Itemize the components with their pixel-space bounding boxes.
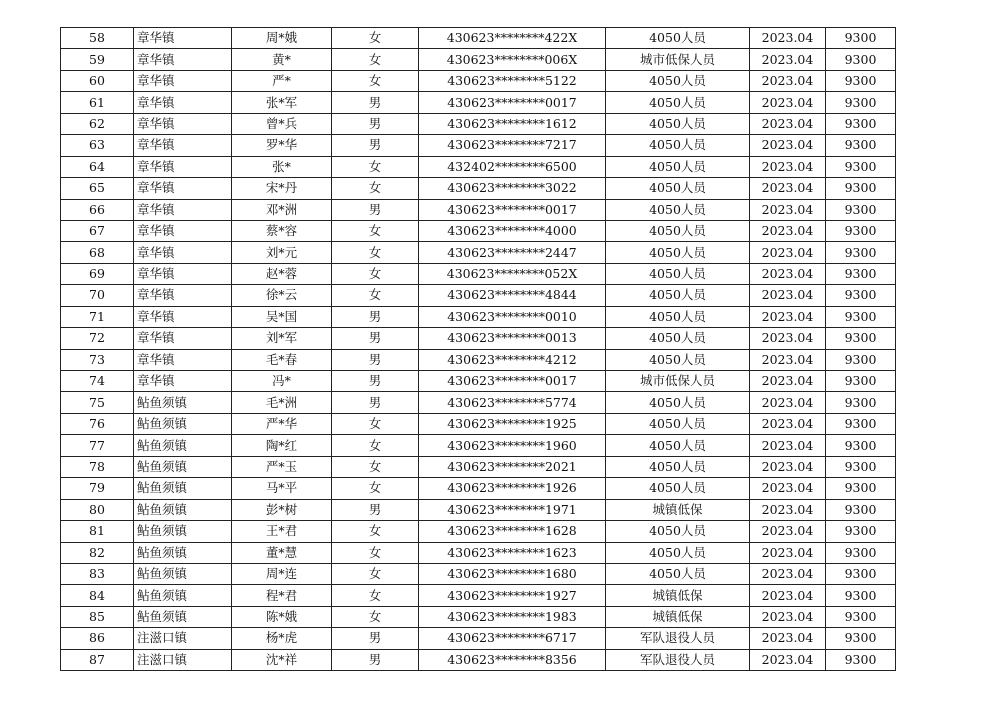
- cell-id-number: 430623********5122: [419, 70, 606, 91]
- cell-person-name: 严*华: [232, 413, 332, 434]
- cell-serial-number: 63: [61, 135, 134, 156]
- cell-date: 2023.04: [750, 285, 826, 306]
- cell-date: 2023.04: [750, 542, 826, 563]
- cell-gender: 女: [332, 542, 419, 563]
- table-row: [61, 521, 896, 542]
- cell-serial-number: 71: [61, 306, 134, 327]
- cell-id-number: 430623********1983: [419, 606, 606, 627]
- cell-person-name: 毛*春: [232, 349, 332, 370]
- cell-personnel-category: 城市低保人员: [606, 49, 750, 70]
- cell-person-name: 宋*丹: [232, 178, 332, 199]
- cell-gender: 女: [332, 478, 419, 499]
- cell-person-name: 曾*兵: [232, 113, 332, 134]
- table-row: [61, 628, 896, 649]
- cell-gender: 男: [332, 392, 419, 413]
- cell-person-name: 彭*树: [232, 499, 332, 520]
- cell-person-name: 杨*虎: [232, 628, 332, 649]
- cell-town: 鲇鱼须镇: [134, 392, 232, 413]
- table-row: [61, 563, 896, 584]
- cell-id-number: 430623********1960: [419, 435, 606, 456]
- cell-date: 2023.04: [750, 585, 826, 606]
- cell-id-number: 430623********0017: [419, 371, 606, 392]
- table-row: [61, 349, 896, 370]
- table-row: [61, 49, 896, 70]
- cell-id-number: 430623********0013: [419, 328, 606, 349]
- cell-id-number: 430623********2021: [419, 456, 606, 477]
- cell-amount: 9300: [826, 242, 896, 263]
- cell-amount: 9300: [826, 628, 896, 649]
- cell-town: 章华镇: [134, 113, 232, 134]
- cell-id-number: 430623********1628: [419, 521, 606, 542]
- cell-town: 章华镇: [134, 306, 232, 327]
- cell-person-name: 刘*元: [232, 242, 332, 263]
- cell-personnel-category: 4050人员: [606, 156, 750, 177]
- cell-date: 2023.04: [750, 263, 826, 284]
- cell-personnel-category: 城镇低保: [606, 585, 750, 606]
- cell-date: 2023.04: [750, 628, 826, 649]
- cell-person-name: 沈*祥: [232, 649, 332, 670]
- cell-gender: 女: [332, 156, 419, 177]
- cell-gender: 男: [332, 499, 419, 520]
- cell-serial-number: 84: [61, 585, 134, 606]
- cell-person-name: 罗*华: [232, 135, 332, 156]
- cell-personnel-category: 4050人员: [606, 92, 750, 113]
- cell-town: 鲇鱼须镇: [134, 606, 232, 627]
- cell-amount: 9300: [826, 178, 896, 199]
- cell-serial-number: 83: [61, 563, 134, 584]
- cell-id-number: 430623********1926: [419, 478, 606, 499]
- cell-town: 章华镇: [134, 28, 232, 49]
- table-row: [61, 199, 896, 220]
- table-row: [61, 306, 896, 327]
- cell-id-number: 430623********1971: [419, 499, 606, 520]
- cell-serial-number: 74: [61, 371, 134, 392]
- cell-serial-number: 78: [61, 456, 134, 477]
- cell-town: 章华镇: [134, 70, 232, 91]
- cell-serial-number: 65: [61, 178, 134, 199]
- cell-serial-number: 85: [61, 606, 134, 627]
- cell-gender: 男: [332, 135, 419, 156]
- cell-person-name: 董*慧: [232, 542, 332, 563]
- cell-gender: 男: [332, 649, 419, 670]
- cell-personnel-category: 4050人员: [606, 435, 750, 456]
- cell-date: 2023.04: [750, 606, 826, 627]
- cell-personnel-category: 4050人员: [606, 392, 750, 413]
- cell-gender: 男: [332, 628, 419, 649]
- cell-person-name: 周*连: [232, 563, 332, 584]
- cell-gender: 女: [332, 585, 419, 606]
- cell-date: 2023.04: [750, 70, 826, 91]
- cell-date: 2023.04: [750, 563, 826, 584]
- table-row: [61, 456, 896, 477]
- cell-amount: 9300: [826, 70, 896, 91]
- cell-town: 鲇鱼须镇: [134, 435, 232, 456]
- cell-personnel-category: 4050人员: [606, 70, 750, 91]
- cell-person-name: 邓*洲: [232, 199, 332, 220]
- cell-personnel-category: 4050人员: [606, 521, 750, 542]
- cell-town: 鲇鱼须镇: [134, 478, 232, 499]
- cell-amount: 9300: [826, 521, 896, 542]
- cell-personnel-category: 4050人员: [606, 413, 750, 434]
- cell-date: 2023.04: [750, 499, 826, 520]
- cell-id-number: 430623********1623: [419, 542, 606, 563]
- cell-gender: 男: [332, 113, 419, 134]
- table-row: [61, 178, 896, 199]
- cell-town: 章华镇: [134, 178, 232, 199]
- cell-date: 2023.04: [750, 478, 826, 499]
- cell-id-number: 430623********006X: [419, 49, 606, 70]
- cell-id-number: 430623********8356: [419, 649, 606, 670]
- cell-amount: 9300: [826, 263, 896, 284]
- table-row: [61, 28, 896, 49]
- cell-date: 2023.04: [750, 199, 826, 220]
- cell-amount: 9300: [826, 113, 896, 134]
- cell-town: 鲇鱼须镇: [134, 542, 232, 563]
- cell-personnel-category: 4050人员: [606, 349, 750, 370]
- cell-id-number: 430623********1680: [419, 563, 606, 584]
- cell-amount: 9300: [826, 156, 896, 177]
- cell-personnel-category: 4050人员: [606, 456, 750, 477]
- cell-amount: 9300: [826, 606, 896, 627]
- cell-gender: 男: [332, 371, 419, 392]
- cell-id-number: 430623********052X: [419, 263, 606, 284]
- cell-amount: 9300: [826, 49, 896, 70]
- table-row: [61, 392, 896, 413]
- cell-id-number: 430623********2447: [419, 242, 606, 263]
- cell-gender: 男: [332, 199, 419, 220]
- cell-gender: 男: [332, 328, 419, 349]
- cell-town: 鲇鱼须镇: [134, 563, 232, 584]
- cell-person-name: 刘*军: [232, 328, 332, 349]
- cell-personnel-category: 4050人员: [606, 28, 750, 49]
- cell-gender: 女: [332, 413, 419, 434]
- cell-person-name: 严*玉: [232, 456, 332, 477]
- table-row: [61, 499, 896, 520]
- table-row: [61, 92, 896, 113]
- cell-date: 2023.04: [750, 113, 826, 134]
- cell-date: 2023.04: [750, 178, 826, 199]
- cell-town: 章华镇: [134, 220, 232, 241]
- cell-person-name: 马*平: [232, 478, 332, 499]
- cell-gender: 女: [332, 563, 419, 584]
- cell-date: 2023.04: [750, 156, 826, 177]
- cell-serial-number: 81: [61, 521, 134, 542]
- cell-personnel-category: 军队退役人员: [606, 628, 750, 649]
- cell-person-name: 严*: [232, 70, 332, 91]
- cell-town: 鲇鱼须镇: [134, 413, 232, 434]
- cell-person-name: 赵*蓉: [232, 263, 332, 284]
- cell-town: 章华镇: [134, 328, 232, 349]
- cell-date: 2023.04: [750, 392, 826, 413]
- cell-town: 章华镇: [134, 263, 232, 284]
- cell-amount: 9300: [826, 478, 896, 499]
- cell-personnel-category: 4050人员: [606, 220, 750, 241]
- cell-serial-number: 62: [61, 113, 134, 134]
- cell-personnel-category: 4050人员: [606, 113, 750, 134]
- table-row: [61, 156, 896, 177]
- cell-town: 注滋口镇: [134, 649, 232, 670]
- cell-date: 2023.04: [750, 306, 826, 327]
- cell-serial-number: 60: [61, 70, 134, 91]
- cell-personnel-category: 4050人员: [606, 542, 750, 563]
- table-row: [61, 371, 896, 392]
- cell-town: 章华镇: [134, 156, 232, 177]
- cell-town: 章华镇: [134, 371, 232, 392]
- cell-person-name: 黄*: [232, 49, 332, 70]
- cell-amount: 9300: [826, 28, 896, 49]
- cell-personnel-category: 城镇低保: [606, 499, 750, 520]
- cell-gender: 女: [332, 28, 419, 49]
- cell-town: 章华镇: [134, 92, 232, 113]
- cell-id-number: 430623********4000: [419, 220, 606, 241]
- table-row: [61, 285, 896, 306]
- cell-id-number: 430623********4844: [419, 285, 606, 306]
- cell-id-number: 430623********422X: [419, 28, 606, 49]
- roster-table: [60, 27, 896, 671]
- table-row: [61, 413, 896, 434]
- cell-amount: 9300: [826, 563, 896, 584]
- cell-date: 2023.04: [750, 242, 826, 263]
- cell-town: 鲇鱼须镇: [134, 456, 232, 477]
- cell-town: 章华镇: [134, 135, 232, 156]
- cell-person-name: 张*军: [232, 92, 332, 113]
- cell-gender: 女: [332, 242, 419, 263]
- cell-gender: 女: [332, 521, 419, 542]
- table-row: [61, 113, 896, 134]
- cell-town: 鲇鱼须镇: [134, 585, 232, 606]
- cell-date: 2023.04: [750, 456, 826, 477]
- table-row: [61, 242, 896, 263]
- cell-serial-number: 73: [61, 349, 134, 370]
- cell-town: 鲇鱼须镇: [134, 521, 232, 542]
- cell-gender: 女: [332, 606, 419, 627]
- cell-town: 章华镇: [134, 242, 232, 263]
- cell-date: 2023.04: [750, 349, 826, 370]
- cell-id-number: 430623********7217: [419, 135, 606, 156]
- cell-gender: 女: [332, 456, 419, 477]
- cell-gender: 女: [332, 178, 419, 199]
- cell-date: 2023.04: [750, 92, 826, 113]
- cell-gender: 男: [332, 92, 419, 113]
- cell-serial-number: 70: [61, 285, 134, 306]
- cell-personnel-category: 城市低保人员: [606, 371, 750, 392]
- cell-date: 2023.04: [750, 649, 826, 670]
- cell-serial-number: 61: [61, 92, 134, 113]
- cell-amount: 9300: [826, 306, 896, 327]
- cell-id-number: 430623********4212: [419, 349, 606, 370]
- table-row: [61, 263, 896, 284]
- cell-id-number: 430623********0017: [419, 92, 606, 113]
- cell-date: 2023.04: [750, 220, 826, 241]
- cell-gender: 女: [332, 435, 419, 456]
- cell-serial-number: 75: [61, 392, 134, 413]
- cell-personnel-category: 4050人员: [606, 263, 750, 284]
- cell-date: 2023.04: [750, 413, 826, 434]
- cell-gender: 女: [332, 70, 419, 91]
- table-row: [61, 70, 896, 91]
- cell-amount: 9300: [826, 435, 896, 456]
- cell-serial-number: 77: [61, 435, 134, 456]
- table-row: [61, 435, 896, 456]
- cell-personnel-category: 城镇低保: [606, 606, 750, 627]
- cell-personnel-category: 4050人员: [606, 285, 750, 306]
- cell-date: 2023.04: [750, 49, 826, 70]
- cell-serial-number: 59: [61, 49, 134, 70]
- table-row: [61, 649, 896, 670]
- cell-town: 章华镇: [134, 49, 232, 70]
- cell-amount: 9300: [826, 285, 896, 306]
- cell-date: 2023.04: [750, 435, 826, 456]
- table-row: [61, 542, 896, 563]
- cell-id-number: 430623********5774: [419, 392, 606, 413]
- cell-amount: 9300: [826, 649, 896, 670]
- cell-amount: 9300: [826, 135, 896, 156]
- cell-amount: 9300: [826, 349, 896, 370]
- cell-person-name: 蔡*容: [232, 220, 332, 241]
- cell-serial-number: 72: [61, 328, 134, 349]
- cell-personnel-category: 4050人员: [606, 328, 750, 349]
- cell-gender: 男: [332, 349, 419, 370]
- table-row: [61, 478, 896, 499]
- cell-person-name: 王*君: [232, 521, 332, 542]
- cell-serial-number: 69: [61, 263, 134, 284]
- cell-serial-number: 87: [61, 649, 134, 670]
- cell-amount: 9300: [826, 199, 896, 220]
- cell-amount: 9300: [826, 499, 896, 520]
- cell-id-number: 430623********0017: [419, 199, 606, 220]
- table-row: [61, 220, 896, 241]
- cell-town: 章华镇: [134, 199, 232, 220]
- cell-personnel-category: 4050人员: [606, 242, 750, 263]
- cell-date: 2023.04: [750, 328, 826, 349]
- cell-id-number: 430623********1927: [419, 585, 606, 606]
- cell-town: 章华镇: [134, 349, 232, 370]
- cell-serial-number: 79: [61, 478, 134, 499]
- cell-id-number: 430623********1612: [419, 113, 606, 134]
- cell-amount: 9300: [826, 456, 896, 477]
- cell-gender: 女: [332, 220, 419, 241]
- cell-amount: 9300: [826, 542, 896, 563]
- cell-person-name: 吴*国: [232, 306, 332, 327]
- table-row: [61, 135, 896, 156]
- cell-personnel-category: 4050人员: [606, 199, 750, 220]
- cell-personnel-category: 4050人员: [606, 478, 750, 499]
- cell-date: 2023.04: [750, 28, 826, 49]
- cell-date: 2023.04: [750, 521, 826, 542]
- cell-amount: 9300: [826, 371, 896, 392]
- cell-person-name: 徐*云: [232, 285, 332, 306]
- cell-serial-number: 82: [61, 542, 134, 563]
- table-row: [61, 606, 896, 627]
- cell-personnel-category: 4050人员: [606, 306, 750, 327]
- cell-person-name: 毛*洲: [232, 392, 332, 413]
- cell-id-number: 430623********1925: [419, 413, 606, 434]
- cell-amount: 9300: [826, 413, 896, 434]
- cell-amount: 9300: [826, 220, 896, 241]
- cell-serial-number: 67: [61, 220, 134, 241]
- cell-amount: 9300: [826, 585, 896, 606]
- roster-table-body: [61, 28, 896, 671]
- cell-person-name: 张*: [232, 156, 332, 177]
- cell-id-number: 432402********6500: [419, 156, 606, 177]
- cell-personnel-category: 4050人员: [606, 135, 750, 156]
- table-row: [61, 585, 896, 606]
- cell-personnel-category: 4050人员: [606, 563, 750, 584]
- cell-date: 2023.04: [750, 135, 826, 156]
- cell-id-number: 430623********3022: [419, 178, 606, 199]
- cell-amount: 9300: [826, 328, 896, 349]
- cell-gender: 女: [332, 285, 419, 306]
- cell-amount: 9300: [826, 392, 896, 413]
- cell-serial-number: 64: [61, 156, 134, 177]
- cell-date: 2023.04: [750, 371, 826, 392]
- cell-serial-number: 86: [61, 628, 134, 649]
- cell-person-name: 冯*: [232, 371, 332, 392]
- cell-person-name: 程*君: [232, 585, 332, 606]
- cell-serial-number: 58: [61, 28, 134, 49]
- table-row: [61, 328, 896, 349]
- cell-town: 鲇鱼须镇: [134, 499, 232, 520]
- cell-town: 章华镇: [134, 285, 232, 306]
- cell-serial-number: 68: [61, 242, 134, 263]
- cell-person-name: 周*娥: [232, 28, 332, 49]
- cell-personnel-category: 军队退役人员: [606, 649, 750, 670]
- cell-gender: 女: [332, 263, 419, 284]
- cell-serial-number: 80: [61, 499, 134, 520]
- cell-town: 注滋口镇: [134, 628, 232, 649]
- cell-person-name: 陈*娥: [232, 606, 332, 627]
- cell-person-name: 陶*红: [232, 435, 332, 456]
- cell-gender: 男: [332, 306, 419, 327]
- cell-serial-number: 66: [61, 199, 134, 220]
- cell-amount: 9300: [826, 92, 896, 113]
- cell-id-number: 430623********0010: [419, 306, 606, 327]
- cell-serial-number: 76: [61, 413, 134, 434]
- cell-personnel-category: 4050人员: [606, 178, 750, 199]
- cell-id-number: 430623********6717: [419, 628, 606, 649]
- cell-gender: 女: [332, 49, 419, 70]
